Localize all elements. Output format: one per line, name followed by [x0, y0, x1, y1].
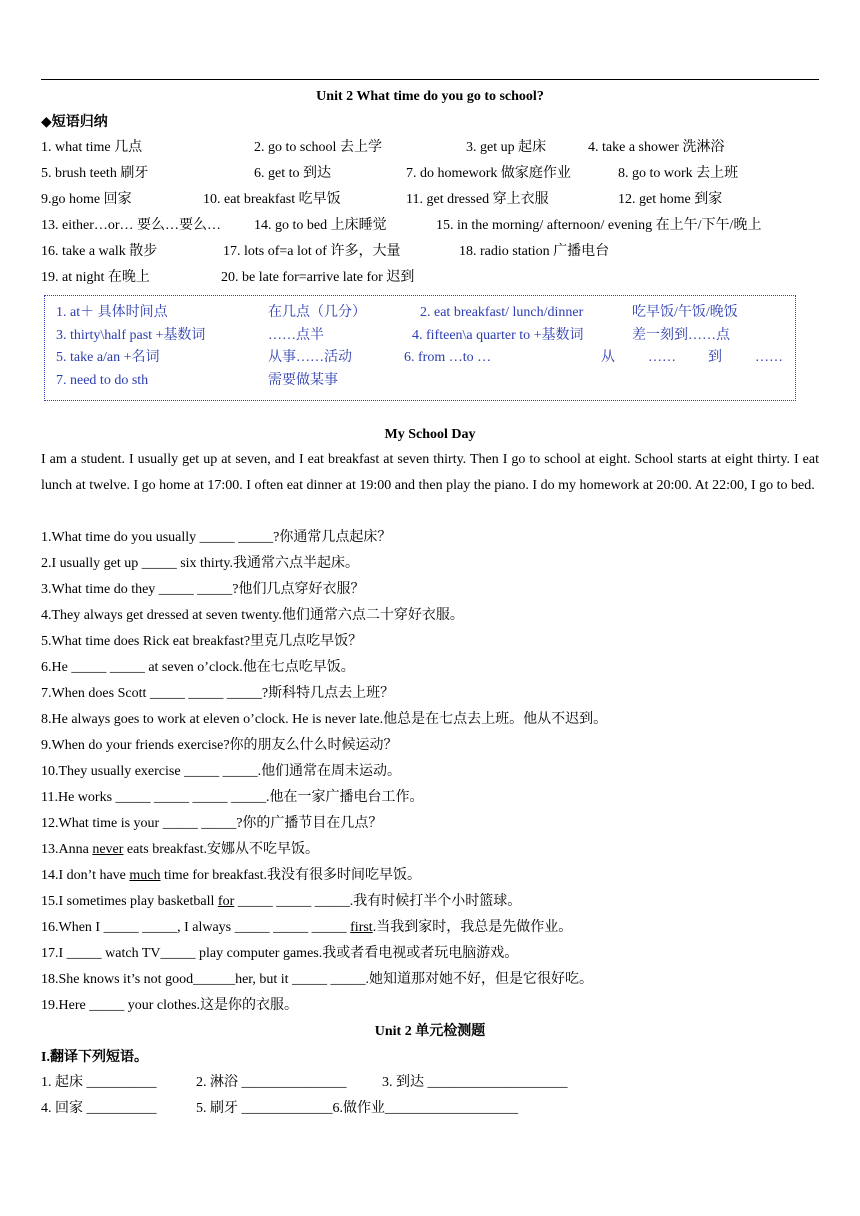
exercise-item — [41, 711, 607, 729]
exercise-text: 9.When do your friends exercise?你的朋友么什么时候运动？ — [41, 738, 398, 753]
phrase-item: 3. get up 起床 — [466, 140, 547, 155]
exercise-item — [41, 685, 394, 703]
box-item: 2. eat breakfast/ lunch/dinner — [420, 305, 584, 320]
exercise-text: 14.I don’t have — [41, 868, 130, 883]
box-item: 4. fifteen\a quarter to +基数词 — [412, 328, 584, 343]
translate-item: 1. 起床 __________ — [41, 1075, 157, 1090]
exercise-text: 13.Anna — [41, 842, 93, 857]
phrase-item: 13. either…or… 要么…要么… — [41, 218, 222, 233]
exercise-text: 4.They always get dressed at seven twenty.他们通常六点二十穿好衣服。 — [41, 608, 464, 623]
box-item: ……点半 — [268, 328, 324, 343]
phrase-item: 6. get to 到达 — [254, 166, 331, 181]
exercise-text: 18.She knows it’s not good______her, but it _____ _____.她知道那对她不好，但是它很好吃。 — [41, 972, 594, 987]
exercise-item — [41, 581, 365, 599]
phrase-item: 10. eat breakfast 吃早饭 — [203, 192, 341, 207]
top-rule — [41, 79, 819, 80]
box-item: …… — [648, 350, 676, 365]
translate-item: 4. 回家 __________ — [41, 1101, 157, 1116]
box-item: 到 — [708, 350, 722, 365]
translate-item: 3. 到达 ____________________ — [382, 1075, 568, 1090]
box-item: 5. take a/an +名词 — [56, 350, 160, 365]
exercise-text: 15.I sometimes play basketball — [41, 894, 218, 909]
underlined-word: first — [350, 920, 373, 935]
translate-item: 2. 淋浴 _______________ — [196, 1075, 347, 1090]
phrase-item: 18. radio station 广播电台 — [459, 244, 610, 259]
underlined-word: never — [92, 842, 124, 857]
exercise-item — [41, 893, 521, 911]
underlined-word: for — [217, 894, 235, 909]
box-item: 7. need to do sth — [56, 373, 149, 388]
exercise-text: _____ _____ _____.我有时候打半个小时篮球。 — [234, 894, 522, 909]
test-title: Unit 2 单元检测题 — [374, 1024, 486, 1039]
phrase-item: 7. do homework 做家庭作业 — [406, 166, 571, 181]
phrase-item: 11. get dressed 穿上衣服 — [406, 192, 549, 207]
exercise-item — [41, 919, 572, 937]
underlined-word: much — [129, 868, 161, 883]
phrase-item: 9.go home 回家 — [41, 192, 132, 207]
exercise-text: 2.I usually get up _____ six thirty.我通常六点半起床。 — [41, 556, 359, 571]
phrase-item: 14. go to bed 上床睡觉 — [254, 218, 387, 233]
box-item: 3. thirty\half past +基数词 — [56, 328, 206, 343]
exercise-item — [41, 529, 391, 547]
exercise-item — [41, 659, 355, 677]
exercise-item — [41, 789, 424, 807]
phrase-item: 12. get home 到家 — [618, 192, 723, 207]
exercise-item — [41, 867, 421, 885]
box-item: 从事……活动 — [268, 350, 352, 365]
box-item: 6. from …to … — [404, 350, 492, 365]
phrase-item: 4. take a shower 洗淋浴 — [588, 140, 725, 155]
section1-heading: I.翻译下列短语。 — [41, 1050, 148, 1065]
exercise-item — [41, 945, 518, 963]
exercise-text: 3.What time do they _____ _____?他们几点穿好衣服？ — [41, 582, 365, 597]
exercise-text: 17.I _____ watch TV_____ play computer games.我或者看电视或者玩电脑游戏。 — [41, 946, 519, 961]
exercise-item — [41, 555, 359, 573]
phrase-item: 17. lots of=a lot of 许多，大量 — [223, 244, 401, 259]
phrase-item: 8. go to work 去上班 — [618, 166, 739, 181]
exercise-text: time for breakfast.我没有很多时间吃早饭。 — [160, 868, 422, 883]
box-item: 在几点（几分） — [268, 305, 366, 320]
exercise-text: 16.When I _____ _____, I always _____ _____ _____ — [41, 920, 351, 935]
exercise-text: 7.When does Scott _____ _____ _____?斯科特几点去上班？ — [41, 686, 395, 701]
page-title: Unit 2 What time do you go to school? — [316, 89, 544, 104]
exercise-text: 10.They usually exercise _____ _____.他们通常在周末运动。 — [41, 764, 402, 779]
exercise-item — [41, 633, 362, 651]
phrase-item: 5. brush teeth 刷牙 — [41, 166, 149, 181]
exercise-text: 8.He always goes to work at eleven o’clock. He is never late.他总是在七点去上班。他从不迟到。 — [41, 712, 608, 727]
exercise-text: 12.What time is your _____ _____?你的广播节目在几点？ — [41, 816, 383, 831]
exercise-text: 11.He works _____ _____ _____ _____.他在一家广播电台工作。 — [41, 790, 424, 805]
box-item: 1. at＋ 具体时间点 — [56, 305, 168, 320]
box-item: …… — [755, 350, 783, 365]
exercise-item — [41, 841, 319, 859]
phrase-item: 2. go to school 去上学 — [254, 140, 382, 155]
phrase-heading: ◆短语归纳 — [41, 115, 108, 130]
exercise-item — [41, 815, 382, 833]
box-item: 吃早饭/午饭/晚饭 — [632, 305, 738, 320]
exercise-text: 5.What time does Rick eat breakfast?里克几点吃早饭？ — [41, 634, 363, 649]
exercise-text: 19.Here _____ your clothes.这是你的衣服。 — [41, 998, 299, 1013]
exercise-text: eats breakfast.安娜从不吃早饭。 — [123, 842, 319, 857]
phrase-item: 1. what time 几点 — [41, 140, 143, 155]
phrase-item: 16. take a walk 散步 — [41, 244, 158, 259]
exercise-text: 1.What time do you usually _____ _____?你通常几点起床？ — [41, 530, 392, 545]
reading-title: My School Day — [384, 427, 476, 442]
exercise-item — [41, 997, 298, 1015]
phrase-item: 19. at night 在晚上 — [41, 270, 150, 285]
exercise-item — [41, 971, 593, 989]
exercise-text: .当我到家时，我总是先做作业。 — [372, 920, 573, 935]
exercise-item — [41, 737, 398, 755]
reading-text: I am a student. I usually get up at seven, and I eat breakfast at seven thirty. Then I go to school at eight. School starts at eight thirty. I eat lunch at twelve. I go home at 17:00. I often eat dinner at 19:00 and then play the piano. I do my homework at 20:00. At 22:00, I go to bed. — [41, 452, 819, 493]
translate-item: 5. 刷牙 _____________6.做作业___________________ — [196, 1101, 518, 1116]
box-item: 差一刻到……点 — [632, 328, 730, 343]
phrase-item: 15. in the morning/ afternoon/ evening 在上午/下午/晚上 — [436, 218, 762, 233]
box-item: 需要做某事 — [268, 373, 338, 388]
phrase-item: 20. be late for=arrive late for 迟到 — [221, 270, 415, 285]
box-item: 从 — [601, 350, 615, 365]
exercise-item — [41, 607, 464, 625]
exercise-text: 6.He _____ _____ at seven o’clock.他在七点吃早饭。 — [41, 660, 355, 675]
exercise-item — [41, 763, 401, 781]
